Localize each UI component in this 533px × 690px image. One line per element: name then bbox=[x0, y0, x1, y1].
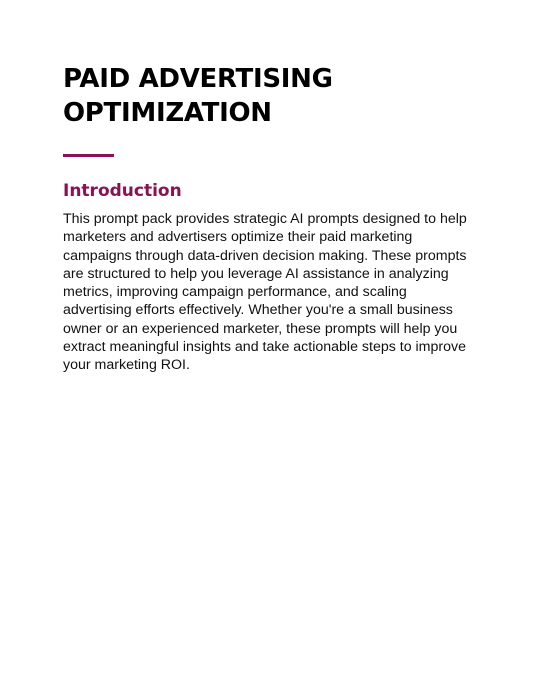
page-title: PAID ADVERTISING OPTIMIZATION bbox=[63, 64, 333, 128]
title-accent-rule bbox=[63, 154, 114, 157]
section-heading: Introduction bbox=[63, 181, 182, 201]
introduction-paragraph: This prompt pack provides strategic AI prompts designed to help marketers and advertisers optimize their paid marketing campaigns through data-driven decision making. These prompts are structured to help you leverage AI assistance in analyzing metrics, improving campaign performance, and scaling advertising efforts effectively. Whether you're a small business owner or an experienced marketer, these prompts will help you extract meaningful insights and take actionable steps to improve your marketing ROI. bbox=[63, 211, 467, 374]
